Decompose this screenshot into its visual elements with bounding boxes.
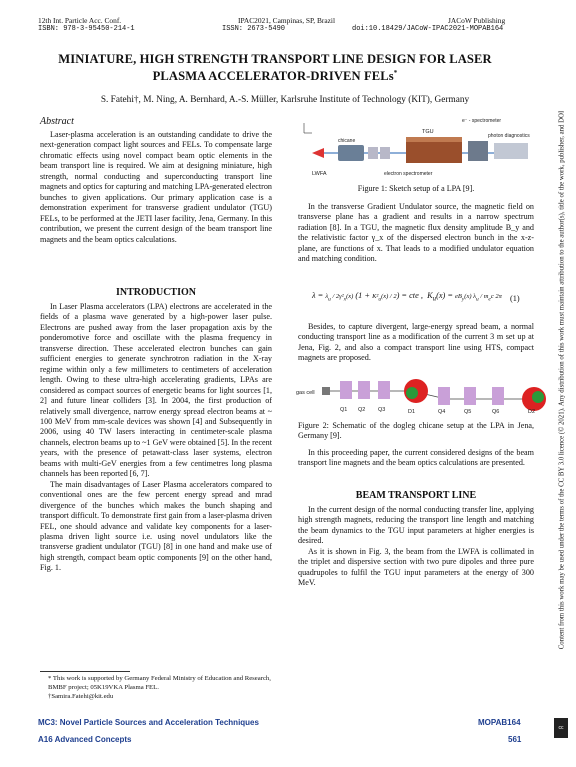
label-d2: D2	[528, 409, 536, 415]
right-paragraph-1: In the transverse Gradient Undulator source, the magnetic field on transverse plane has a gradient and results in a narrow spectrum radiation [8]. In a TGU, the magnetic flux density amplitude B_y and the relativistic factor γ_x of the dispersed electron bunch in the x-z-plane, are functions of x. That leads to a modified undulator equation and matching condition.	[298, 202, 534, 264]
label-q2: Q2	[358, 407, 366, 413]
tgu-top-highlight	[406, 137, 462, 142]
figure-2-dogleg-chicane	[296, 369, 552, 415]
chicane-magnet-2	[368, 147, 378, 159]
title-footnote-mark: *	[393, 69, 398, 77]
photon-diagnostics-block	[494, 143, 528, 159]
label-chicane: chicane	[338, 138, 356, 144]
right-column-proceeding	[298, 448, 534, 469]
dipole-d1-inner	[406, 387, 418, 399]
quadrupole-q2	[358, 381, 370, 399]
right-paragraph-3: In this proceeding paper, the current considered designs of the beam transport line magnets and the beam optics calculations are presented.	[298, 448, 534, 468]
quadrupole-q6	[492, 387, 504, 405]
beam-transport-heading: BEAM TRANSPORT LINE	[355, 490, 477, 501]
right-paragraph-2: Besides, to capture divergent, large-energy spread beam, a normal conducting transport line as a modification of the current 3 m set up at Jena, Fig. 2, and also a compact transport line using HTS, compact magnets are proposed.	[298, 322, 534, 363]
beam-paragraph-1: In the current design of the normal conducting transfer line, applying high strength magnets, reducing the transport line length and matching the beam dynamics to the TGU input parameters at higher energies is desired.	[298, 505, 534, 546]
quadrupole-q5	[464, 387, 476, 405]
paper-title	[40, 52, 510, 83]
beam-transport-body	[298, 505, 534, 589]
right-column-transport	[298, 322, 534, 364]
beam-paragraph-2: As it is shown in Fig. 3, the beam from the LWFA is collimated in the triplet and dispersive section with two pure dipoles and three pure quadrupoles to fulfil the TGU input parameters at the energy of 300 MeV.	[298, 546, 534, 588]
quadrupole-q4	[438, 387, 450, 405]
header-publisher: JACoW Publishing	[448, 16, 506, 25]
equation-number: (1)	[510, 294, 520, 303]
label-lwfa: LWFA	[312, 171, 327, 177]
header-issn: ISSN: 2673-5490	[222, 25, 286, 33]
label-q4: Q4	[438, 409, 446, 415]
header-isbn: ISBN: 978-3-95450-214-1	[38, 25, 135, 33]
label-e-spectrometer-top: e⁻ - spectrometer	[462, 118, 502, 124]
title-line-2: PLASMA ACCELERATOR-DRIVEN FELs	[152, 69, 394, 84]
dipole-d2-inner	[532, 391, 544, 403]
figure-2-caption: Figure 2: Schematic of the dogleg chicane setup at the LPA in Jena, Germany [9].	[298, 421, 534, 441]
chicane-magnet	[338, 145, 364, 161]
footer-paper-id: MOPAB164	[478, 718, 521, 727]
label-gas-cell: gas cell	[296, 390, 315, 396]
footnote-funding: * This work is supported by Germany Federal Ministry of Education and Research, BMBF project; 05K19VKA Plasma FEL.	[48, 675, 271, 691]
title-line-1: MINIATURE, HIGH STRENGTH TRANSPORT LINE DESIGN FOR LASER	[58, 52, 492, 66]
right-column-intro	[298, 202, 534, 265]
footnote-divider	[40, 671, 130, 672]
chicane-magnet-3	[380, 147, 390, 159]
gas-cell-block	[322, 387, 330, 395]
footnotes	[48, 675, 272, 701]
figure-1-caption: Figure 1: Sketch setup of a LPA [9].	[357, 184, 475, 193]
left-column	[40, 116, 272, 245]
header-doi: doi:10.18429/JACoW-IPAC2021-MOPAB164	[352, 25, 504, 33]
quadrupole-q3	[378, 381, 390, 399]
abstract-heading: Abstract	[40, 116, 74, 127]
footer-page-number: 561	[508, 735, 522, 744]
cc-license-icon: cc	[554, 718, 568, 738]
label-tgu: TGU	[422, 129, 434, 135]
license-sidebar: Content from this work may be used under the terms of the CC BY 3.0 licence (© 2021). Any distribution of this work must maintain attribution to the author(s), title of the work, publisher, and DOI	[558, 110, 566, 650]
figure-1-lpa-setup	[298, 115, 534, 179]
label-q5: Q5	[464, 409, 472, 415]
label-q3: Q3	[378, 407, 386, 413]
intro-paragraph-1: In Laser Plasma accelerators (LPA) electrons are accelerated in the fields of a plasma wave generated by a high-power laser pulse. Electrons are pushed away from the laser propagation axis by the ponderomotive force and oscillate with the plasma frequency in transverse direction. These accelerated electron bunches can gain sufficient energies to generate synchrotron radiation in the X-ray regime within only a few millimeters to centimeters of acceleration length. Owing to these ultra-high accelerating gradients, LPAs are considered as compact sources of energetic beams for light sources [1, 2] and future linear colliders [3]. In 2004, the first production of relatively small divergence, narrow energy spread electron beams at ~ 100 MeV from mm-scale devices was shown [4] and Subsequently in 2006, using 40 TW lasers interacting in centimeter-scale plasma channels, electron beams up to ~1 GeV were obtained [5]. In the recent years, with the presence of petawatt-class laser systems, electron beams with multi-GeV energies from a few centimetres long plasma channels has been reported [6, 7].	[40, 302, 272, 479]
header-venue: IPAC2021, Campinas, SP, Brazil	[238, 16, 336, 25]
author-list: S. Fatehi†, M. Ning, A. Bernhard, A.-S. Müller, Karlsruhe Institute of Technology (KIT), Germany	[100, 95, 470, 105]
quadrupole-q1	[340, 381, 352, 399]
introduction-body	[40, 302, 272, 574]
footnote-email: †Samira.Fatehi@kit.edu	[48, 692, 114, 700]
laser-cone	[312, 148, 324, 158]
label-electron-spectrometer: electron spectrometer	[384, 171, 433, 177]
electron-spectrometer-block	[468, 141, 488, 161]
undulator-equation: $\lambda = \lambda_u / 2\gamma^2_x(x) (1 + K^2_u(x) / 2)$ = cte , $K_u(x) = eB_y(x)$ $\lambda_u / m_ec$ 2π	[312, 291, 502, 303]
label-d1: D1	[408, 409, 416, 415]
label-photon-diagnostics: photon diagnostics	[488, 133, 530, 139]
footer-track: MC3: Novel Particle Sources and Acceleration Techniques	[38, 718, 259, 727]
intro-paragraph-2: The main disadvantages of Laser Plasma accelerators compared to conventional ones are the few percent energy spread and mrad divergence of the bunches which makes the bunch shaping and transport difficult. To demonstrate first gain from a laser-plasma driven FEL, one should advance and validate key components for a laser-plasma driven light source i.e. using novel undulators like the transverse gradient undulator (TGU) [8] in one hand and make use of high strength, compact beam optic components [9] on the other hand, Fig. 1.	[40, 479, 272, 573]
footer-subtrack: A16 Advanced Concepts	[38, 735, 132, 744]
abstract-text: Laser-plasma acceleration is an outstanding candidate to drive the next-generation compact light sources and FELs. To compensate large chromatic effects using novel compact beam optic elements in the beam transport line is required. We aim at designing miniature, high strength, normal conducting and superconducting transport line magnets and optics for capturing and matching LPA-generated electron bunches to given applications. Our primary application case is a demonstration experiment for transverse gradient undulator (TGU) FELs, to be performed at the JETI laser facility, Jena, Germany. In this contribution, we present the current design of the beam transport line magnets and the beam optics calculations.	[40, 130, 272, 244]
label-q1: Q1	[340, 407, 348, 413]
header-conference: 12th Int. Particle Acc. Conf.	[38, 16, 122, 25]
label-q6: Q6	[492, 409, 500, 415]
introduction-heading: INTRODUCTION	[115, 287, 196, 298]
